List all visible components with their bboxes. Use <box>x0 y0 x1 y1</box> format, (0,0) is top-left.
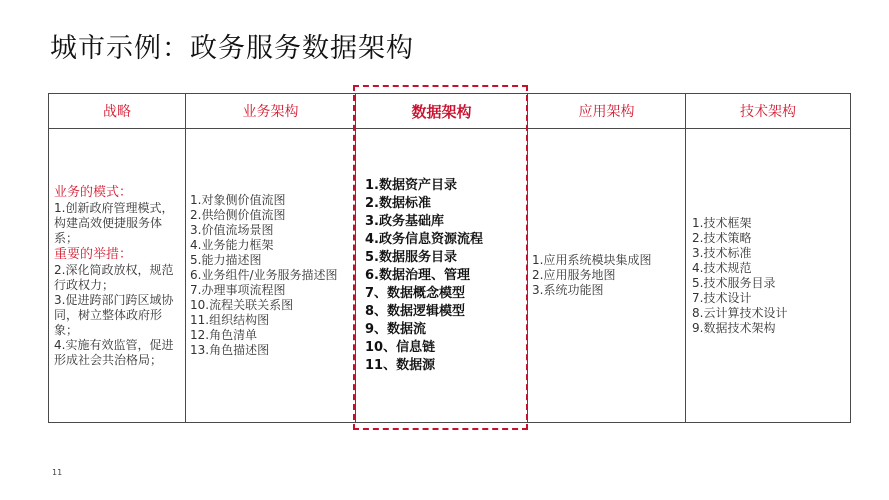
technology-cell <box>686 129 851 423</box>
strategy-item: 2.深化简政放权，规范行政权力； <box>54 262 174 292</box>
business-item: 11.组织结构图 <box>190 313 270 327</box>
strategy-cell <box>49 129 186 423</box>
business-item: 4.业务能力框架 <box>190 238 274 252</box>
data-architecture-cell <box>356 129 528 423</box>
content-row <box>49 129 851 423</box>
header-business-architecture: 业务架构 <box>186 94 356 129</box>
application-item: 2.应用服务地图 <box>532 268 616 282</box>
data-item: 2.数据标准 <box>365 195 431 211</box>
business-item: 7.办理事项流程图 <box>190 283 286 297</box>
header-application-architecture: 应用架构 <box>528 94 686 129</box>
data-item: 7、数据概念模型 <box>365 285 466 301</box>
architecture-table <box>48 93 851 423</box>
business-item: 6.业务组件/业务服务描述图 <box>190 268 338 282</box>
business-item: 12.角色清单 <box>190 328 258 342</box>
data-item: 11、数据源 <box>365 357 436 373</box>
measure-heading: 重要的举措： <box>54 246 133 262</box>
business-cell <box>186 129 356 423</box>
business-item: 5.能力描述图 <box>190 253 262 267</box>
technology-item: 5.技术服务目录 <box>692 275 776 290</box>
technology-item: 3.技术标准 <box>692 245 752 260</box>
header-technology-architecture: 技术架构 <box>686 94 851 129</box>
data-item: 5.数据服务目录 <box>365 249 457 265</box>
mode-heading: 业务的模式： <box>54 184 133 200</box>
header-row <box>49 94 851 129</box>
data-item: 1.数据资产目录 <box>365 177 457 193</box>
page-number: 11 <box>52 468 63 477</box>
data-item: 9、数据流 <box>365 321 427 337</box>
data-item: 3.政务基础库 <box>365 213 444 229</box>
technology-item: 2.技术策略 <box>692 230 752 245</box>
page-title: 城市示例：政务服务数据架构 <box>50 33 414 64</box>
header-data-architecture: 数据架构 <box>356 94 528 129</box>
technology-item: 1.技术框架 <box>692 215 752 230</box>
strategy-item: 3.促进跨部门跨区域协同，树立整体政府形象； <box>54 292 174 337</box>
data-item: 6.数据治理、管理 <box>365 267 470 283</box>
data-item: 8、数据逻辑模型 <box>365 303 466 319</box>
technology-item: 4.技术规范 <box>692 260 752 275</box>
business-item: 10.流程关联关系图 <box>190 298 294 312</box>
data-item: 4.政务信息资源流程 <box>365 231 483 247</box>
technology-item: 8.云计算技术设计 <box>692 305 788 320</box>
strategy-item: 4.实施有效监管，促进形成社会共治格局； <box>54 337 174 367</box>
header-strategy: 战略 <box>49 94 186 129</box>
business-item: 2.供给侧价值流图 <box>190 208 286 222</box>
technology-item: 7.技术设计 <box>692 290 752 305</box>
business-item: 13.角色描述图 <box>190 343 270 357</box>
application-item: 1.应用系统模块集成图 <box>532 253 652 267</box>
data-item: 10、信息链 <box>365 339 436 355</box>
business-item: 1.对象侧价值流图 <box>190 193 286 207</box>
strategy-item: 1.创新政府管理模式，构建高效便捷服务体系； <box>54 200 174 245</box>
application-item: 3.系统功能图 <box>532 283 604 297</box>
technology-item: 9.数据技术架构 <box>692 320 776 335</box>
business-item: 3.价值流场景图 <box>190 223 274 237</box>
application-cell <box>528 129 686 423</box>
